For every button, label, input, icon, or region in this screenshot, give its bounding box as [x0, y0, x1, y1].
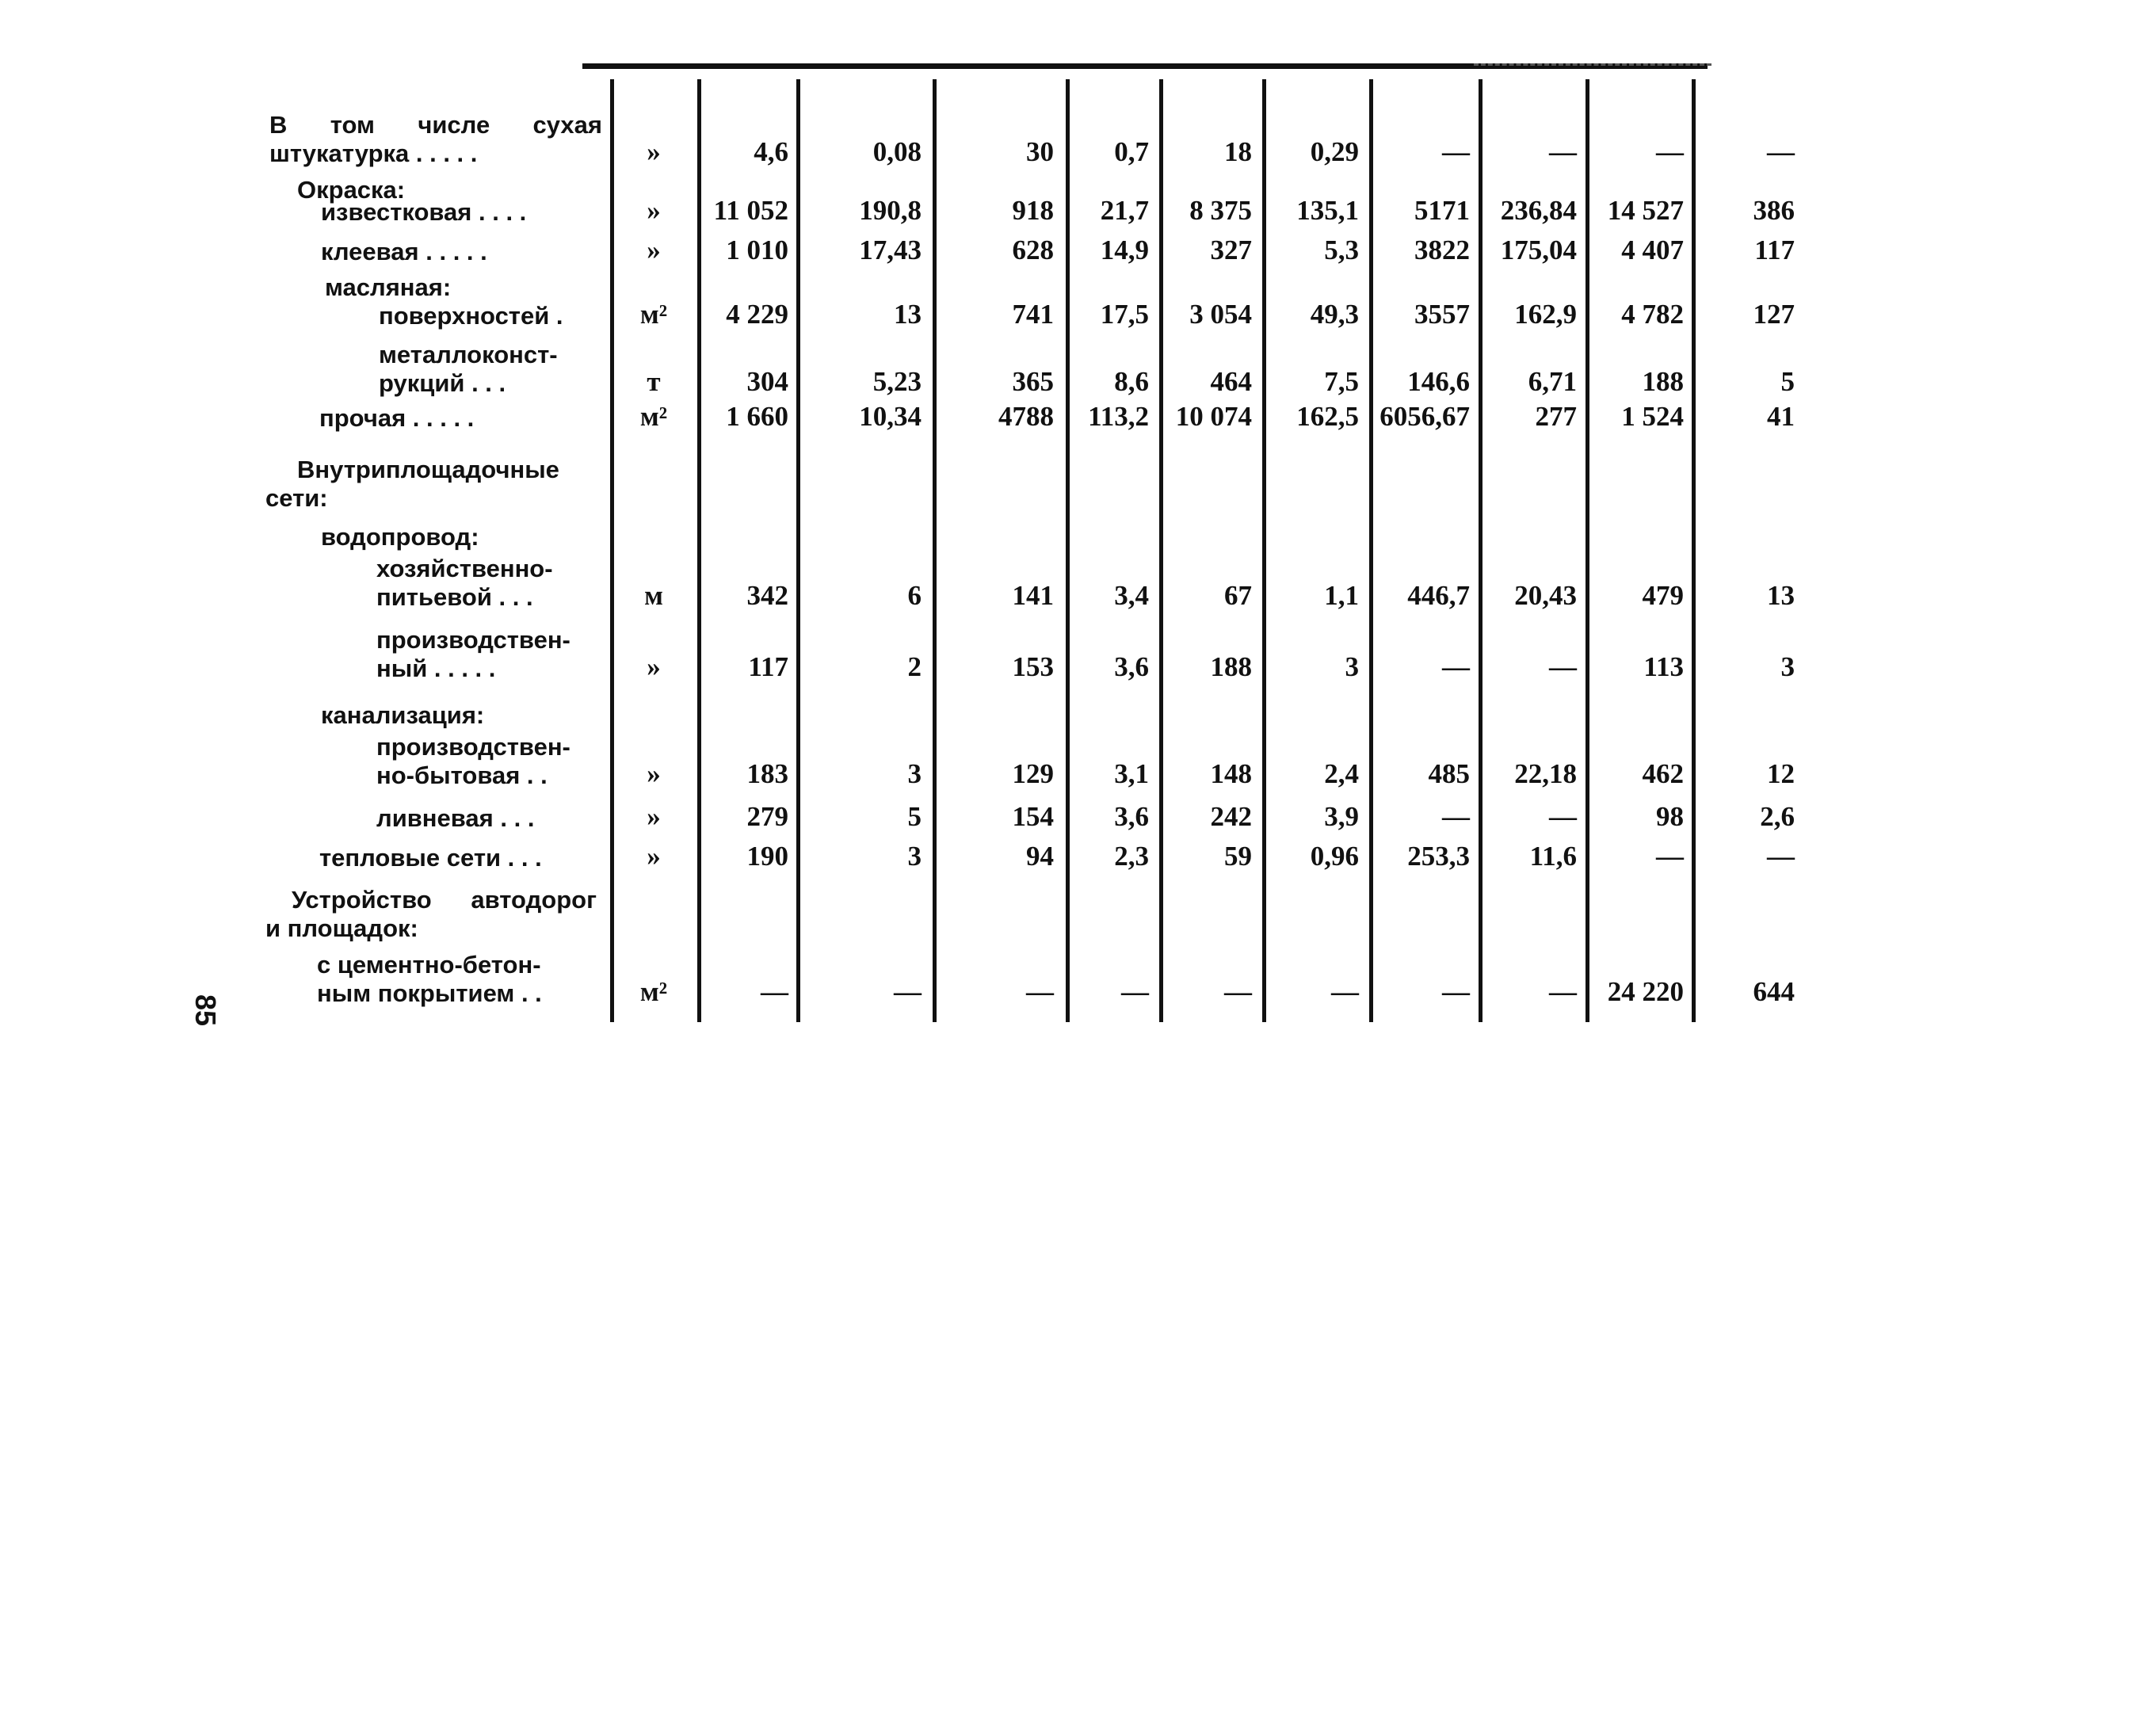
value-cell: 4,6 — [754, 136, 788, 167]
page-number: 85 — [189, 994, 222, 1027]
value-cell: 4 229 — [726, 299, 788, 330]
value-cell: — — [1549, 976, 1577, 1007]
value-cell: 446,7 — [1407, 580, 1470, 611]
row-label: питьевой . . . — [376, 583, 533, 611]
row-label: с цементно-бетон- — [317, 951, 541, 979]
unit-cell: м — [644, 580, 663, 611]
row-label: ливневая . . . — [376, 804, 535, 832]
value-cell: 11 052 — [713, 195, 788, 226]
row-label: штукатурка . . . . . — [269, 139, 478, 167]
value-cell: 0,29 — [1310, 136, 1359, 167]
value-cell: 1,1 — [1324, 580, 1359, 611]
value-cell: 279 — [746, 801, 788, 832]
value-cell: 129 — [1012, 758, 1054, 789]
value-cell: 5171 — [1414, 195, 1470, 226]
unit-cell: » — [647, 758, 661, 789]
value-cell: 2,6 — [1760, 801, 1795, 832]
value-cell: 162,9 — [1514, 299, 1577, 330]
value-cell: — — [1656, 136, 1684, 167]
value-cell: 644 — [1753, 976, 1795, 1007]
value-cell: 18 — [1224, 136, 1252, 167]
value-cell: 20,43 — [1514, 580, 1577, 611]
value-cell: 5,23 — [872, 366, 922, 397]
value-cell: 6056,67 — [1379, 401, 1470, 432]
value-cell: 14 527 — [1607, 195, 1684, 226]
value-cell: 17,43 — [859, 235, 922, 265]
value-cell: 2 — [907, 651, 922, 682]
value-cell: 2,3 — [1114, 841, 1149, 872]
value-cell: — — [1442, 801, 1470, 832]
value-cell: 153 — [1012, 651, 1054, 682]
value-cell: 8 375 — [1189, 195, 1252, 226]
value-cell: 117 — [1754, 235, 1795, 265]
value-cell: 741 — [1012, 299, 1054, 330]
row-label: тепловые сети . . . — [319, 844, 542, 872]
value-cell: 2,4 — [1324, 758, 1359, 789]
value-cell: 113 — [1643, 651, 1684, 682]
value-cell: 175,04 — [1500, 235, 1577, 265]
value-cell: 24 220 — [1607, 976, 1684, 1007]
value-cell: — — [1026, 976, 1054, 1007]
row-label: ный . . . . . — [376, 654, 496, 682]
value-cell: 3 — [1780, 651, 1795, 682]
value-cell: 3 054 — [1189, 299, 1252, 330]
value-cell: 4 782 — [1621, 299, 1684, 330]
value-cell: 5,3 — [1324, 235, 1359, 265]
value-cell: 3 — [1345, 651, 1359, 682]
value-cell: 0,96 — [1310, 841, 1359, 872]
value-cell: — — [1442, 976, 1470, 1007]
unit-cell: м² — [639, 299, 668, 330]
value-cell: 464 — [1210, 366, 1252, 397]
value-cell: 485 — [1428, 758, 1470, 789]
value-cell: 462 — [1642, 758, 1684, 789]
row-label: ным покрытием . . — [317, 979, 542, 1007]
value-cell: 94 — [1026, 841, 1054, 872]
column-divider — [796, 79, 800, 1022]
column-divider — [610, 79, 614, 1022]
row-label: известковая . . . . — [321, 198, 527, 226]
value-cell: 918 — [1012, 195, 1054, 226]
unit-cell: » — [647, 235, 661, 265]
value-cell: 11,6 — [1529, 841, 1577, 872]
value-cell: 98 — [1656, 801, 1684, 832]
value-cell: 117 — [748, 651, 788, 682]
value-cell: 12 — [1767, 758, 1795, 789]
value-cell: 162,5 — [1296, 401, 1359, 432]
value-cell: 242 — [1210, 801, 1252, 832]
value-cell: 253,3 — [1407, 841, 1470, 872]
value-cell: 188 — [1210, 651, 1252, 682]
unit-cell: м² — [639, 976, 668, 1007]
value-cell: 21,7 — [1100, 195, 1149, 226]
value-cell: 386 — [1753, 195, 1795, 226]
unit-cell: » — [647, 801, 661, 832]
value-cell: 3,4 — [1114, 580, 1149, 611]
value-cell: 1 660 — [726, 401, 788, 432]
value-cell: 3,6 — [1114, 801, 1149, 832]
row-label: прочая . . . . . — [319, 404, 475, 432]
row-label: производствен- — [376, 733, 570, 761]
value-cell: — — [1549, 136, 1577, 167]
unit-cell: » — [647, 195, 661, 226]
value-cell: 6 — [907, 580, 922, 611]
row-label: поверхностей . — [379, 302, 563, 330]
value-cell: 59 — [1224, 841, 1252, 872]
unit-cell: » — [647, 841, 661, 872]
value-cell: 10,34 — [859, 401, 922, 432]
value-cell: — — [1549, 651, 1577, 682]
unit-cell: » — [647, 651, 661, 682]
value-cell: 154 — [1012, 801, 1054, 832]
value-cell: 13 — [894, 299, 922, 330]
value-cell: — — [761, 976, 788, 1007]
value-cell: 0,08 — [872, 136, 922, 167]
value-cell: 5 — [1780, 366, 1795, 397]
value-cell: — — [1331, 976, 1359, 1007]
value-cell: 277 — [1535, 401, 1577, 432]
value-cell: 236,84 — [1500, 195, 1577, 226]
value-cell: 0,7 — [1114, 136, 1149, 167]
value-cell: 342 — [746, 580, 788, 611]
row-label: масляная: — [325, 273, 452, 301]
row-label: водопровод: — [321, 523, 479, 551]
row-label: Внутриплощадочные — [297, 456, 559, 483]
row-label: клеевая . . . . . — [321, 238, 487, 265]
row-label: но-бытовая . . — [376, 761, 548, 789]
row-label: производствен- — [376, 626, 570, 654]
value-cell: 3,6 — [1114, 651, 1149, 682]
row-label: рукций . . . — [379, 369, 506, 397]
value-cell: — — [1121, 976, 1149, 1007]
value-cell: 41 — [1767, 401, 1795, 432]
value-cell: 190,8 — [859, 195, 922, 226]
value-cell: 49,3 — [1310, 299, 1359, 330]
value-cell: — — [1549, 801, 1577, 832]
unit-cell: м² — [639, 401, 668, 432]
value-cell: 14,9 — [1100, 235, 1149, 265]
value-cell: — — [894, 976, 922, 1007]
value-cell: 1 010 — [726, 235, 788, 265]
row-label: хозяйственно- — [376, 555, 553, 582]
value-cell: 4 407 — [1621, 235, 1684, 265]
value-cell: 67 — [1224, 580, 1252, 611]
value-cell: 127 — [1753, 299, 1795, 330]
value-cell: 628 — [1012, 235, 1054, 265]
value-cell: 3,9 — [1324, 801, 1359, 832]
value-cell: 3557 — [1414, 299, 1470, 330]
value-cell: 327 — [1210, 235, 1252, 265]
row-label: сети: — [265, 484, 328, 512]
value-cell: 135,1 — [1296, 195, 1359, 226]
value-cell: — — [1656, 841, 1684, 872]
value-cell: 3822 — [1414, 235, 1470, 265]
value-cell: 148 — [1210, 758, 1252, 789]
unit-cell: т — [647, 366, 661, 397]
value-cell: — — [1767, 841, 1795, 872]
value-cell: 8,6 — [1114, 366, 1149, 397]
value-cell: — — [1767, 136, 1795, 167]
value-cell: 183 — [746, 758, 788, 789]
row-label: Устройство автодорог — [292, 886, 597, 914]
value-cell: 6,71 — [1528, 366, 1577, 397]
value-cell: 141 — [1012, 580, 1054, 611]
value-cell: 17,5 — [1100, 299, 1149, 330]
value-cell: 146,6 — [1407, 366, 1470, 397]
row-label: В том числе сухая — [269, 111, 602, 139]
value-cell: 365 — [1012, 366, 1054, 397]
value-cell: — — [1224, 976, 1252, 1007]
value-cell: 22,18 — [1514, 758, 1577, 789]
value-cell: 1 524 — [1621, 401, 1684, 432]
value-cell: 30 — [1026, 136, 1054, 167]
value-cell: 479 — [1642, 580, 1684, 611]
value-cell: 4788 — [998, 401, 1054, 432]
value-cell: — — [1442, 136, 1470, 167]
table-top-rule-dashed-end — [1474, 63, 1711, 66]
value-cell: 3 — [907, 841, 922, 872]
value-cell: 13 — [1767, 580, 1795, 611]
value-cell: 3,1 — [1114, 758, 1149, 789]
row-label: канализация: — [321, 701, 485, 729]
value-cell: 7,5 — [1324, 366, 1359, 397]
unit-cell: » — [647, 136, 661, 167]
value-cell: 113,2 — [1088, 401, 1149, 432]
value-cell: 304 — [746, 366, 788, 397]
value-cell: 10 074 — [1175, 401, 1252, 432]
value-cell: 5 — [907, 801, 922, 832]
value-cell: 3 — [907, 758, 922, 789]
value-cell: 190 — [746, 841, 788, 872]
row-label: Окраска: — [297, 176, 406, 204]
row-label: и площадок: — [265, 914, 418, 942]
value-cell: — — [1442, 651, 1470, 682]
value-cell: 188 — [1642, 366, 1684, 397]
row-label: металлоконст- — [379, 341, 558, 368]
